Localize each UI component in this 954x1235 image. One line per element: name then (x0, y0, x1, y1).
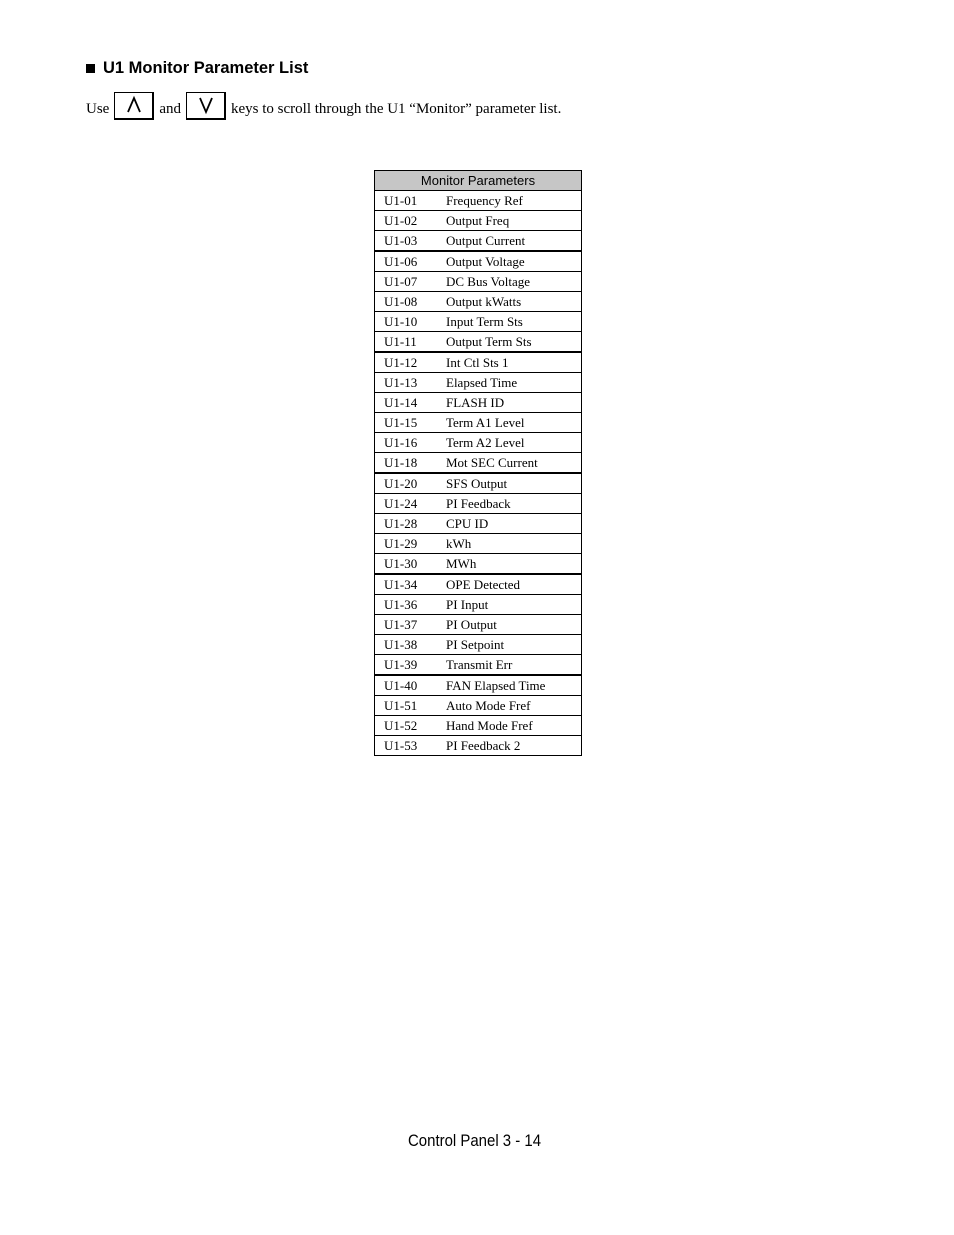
parameter-code: U1-12 (375, 352, 447, 373)
parameter-code: U1-36 (375, 595, 447, 615)
parameter-name: Output Current (446, 231, 582, 252)
table-row (375, 191, 582, 211)
table-row (375, 352, 582, 373)
table-header: Monitor Parameters (375, 171, 582, 191)
parameter-name: SFS Output (446, 473, 582, 494)
parameter-name: Term A1 Level (446, 413, 582, 433)
parameter-name: Auto Mode Fref (446, 696, 582, 716)
parameter-name: MWh (446, 554, 582, 575)
table-row (375, 534, 582, 554)
parameter-code: U1-06 (375, 251, 447, 272)
table-row (375, 231, 582, 252)
parameter-name: PI Input (446, 595, 582, 615)
parameter-code: U1-15 (375, 413, 447, 433)
parameter-name: Int Ctl Sts 1 (446, 352, 582, 373)
parameter-name: OPE Detected (446, 574, 582, 595)
parameter-code: U1-40 (375, 675, 447, 696)
table-row (375, 272, 582, 292)
parameter-name: Term A2 Level (446, 433, 582, 453)
parameter-code: U1-08 (375, 292, 447, 312)
intro-rest-text: keys to scroll through the U1 “Monitor” parameter list. (231, 101, 562, 117)
parameter-code: U1-29 (375, 534, 447, 554)
parameter-name: Output kWatts (446, 292, 582, 312)
parameter-code: U1-51 (375, 696, 447, 716)
table-row (375, 292, 582, 312)
parameter-name: Output Freq (446, 211, 582, 231)
parameter-name: DC Bus Voltage (446, 272, 582, 292)
parameter-code: U1-39 (375, 655, 447, 676)
parameter-code: U1-07 (375, 272, 447, 292)
table-row (375, 615, 582, 635)
parameter-name: FLASH ID (446, 393, 582, 413)
parameter-name: Output Term Sts (446, 332, 582, 353)
parameter-name: CPU ID (446, 514, 582, 534)
parameter-code: U1-37 (375, 615, 447, 635)
section-title: U1 Monitor Parameter List (103, 59, 309, 77)
parameter-code: U1-38 (375, 635, 447, 655)
table-row (375, 473, 582, 494)
parameter-code: U1-53 (375, 736, 447, 756)
parameter-name: PI Feedback (446, 494, 582, 514)
parameter-code: U1-02 (375, 211, 447, 231)
parameter-name: Input Term Sts (446, 312, 582, 332)
parameter-code: U1-18 (375, 453, 447, 474)
table-header-row (375, 171, 582, 191)
up-key-icon (114, 92, 154, 120)
table-row (375, 696, 582, 716)
parameter-name: Mot SEC Current (446, 453, 582, 474)
parameter-code: U1-16 (375, 433, 447, 453)
parameter-code: U1-24 (375, 494, 447, 514)
table-row (375, 554, 582, 575)
table-row (375, 595, 582, 615)
down-key-icon (186, 92, 226, 120)
table-row (375, 494, 582, 514)
table-row (375, 716, 582, 736)
parameter-name: Frequency Ref (446, 191, 582, 211)
parameter-name: Hand Mode Fref (446, 716, 582, 736)
parameter-name: kWh (446, 534, 582, 554)
parameter-code: U1-03 (375, 231, 447, 252)
parameter-code: U1-20 (375, 473, 447, 494)
table-row (375, 736, 582, 756)
intro-use-text: Use (86, 101, 110, 117)
table-row (375, 251, 582, 272)
parameter-code: U1-10 (375, 312, 447, 332)
table-row (375, 514, 582, 534)
square-bullet-icon (86, 64, 95, 73)
intro-paragraph (86, 90, 561, 120)
table-row (375, 211, 582, 231)
table-row (375, 675, 582, 696)
monitor-parameters-table (374, 170, 582, 756)
parameter-name: Output Voltage (446, 251, 582, 272)
table-row (375, 453, 582, 474)
parameter-code: U1-34 (375, 574, 447, 595)
parameter-code: U1-52 (375, 716, 447, 736)
table-row (375, 373, 582, 393)
intro-and-text: and (159, 101, 181, 117)
section-heading (86, 59, 308, 78)
parameter-name: Elapsed Time (446, 373, 582, 393)
parameter-code: U1-01 (375, 191, 447, 211)
table-row (375, 574, 582, 595)
parameter-name: PI Output (446, 615, 582, 635)
table-row (375, 635, 582, 655)
parameter-code: U1-14 (375, 393, 447, 413)
parameter-code: U1-13 (375, 373, 447, 393)
table-row (375, 393, 582, 413)
parameter-code: U1-11 (375, 332, 447, 353)
parameter-code: U1-28 (375, 514, 447, 534)
table-row (375, 332, 582, 353)
table-row (375, 433, 582, 453)
parameter-code: U1-30 (375, 554, 447, 575)
table-row (375, 413, 582, 433)
table-row (375, 312, 582, 332)
table-row (375, 655, 582, 676)
parameter-name: PI Setpoint (446, 635, 582, 655)
parameter-name: Transmit Err (446, 655, 582, 676)
parameter-name: PI Feedback 2 (446, 736, 582, 756)
parameter-name: FAN Elapsed Time (446, 675, 582, 696)
page-footer: Control Panel 3 - 14 (408, 1131, 542, 1150)
